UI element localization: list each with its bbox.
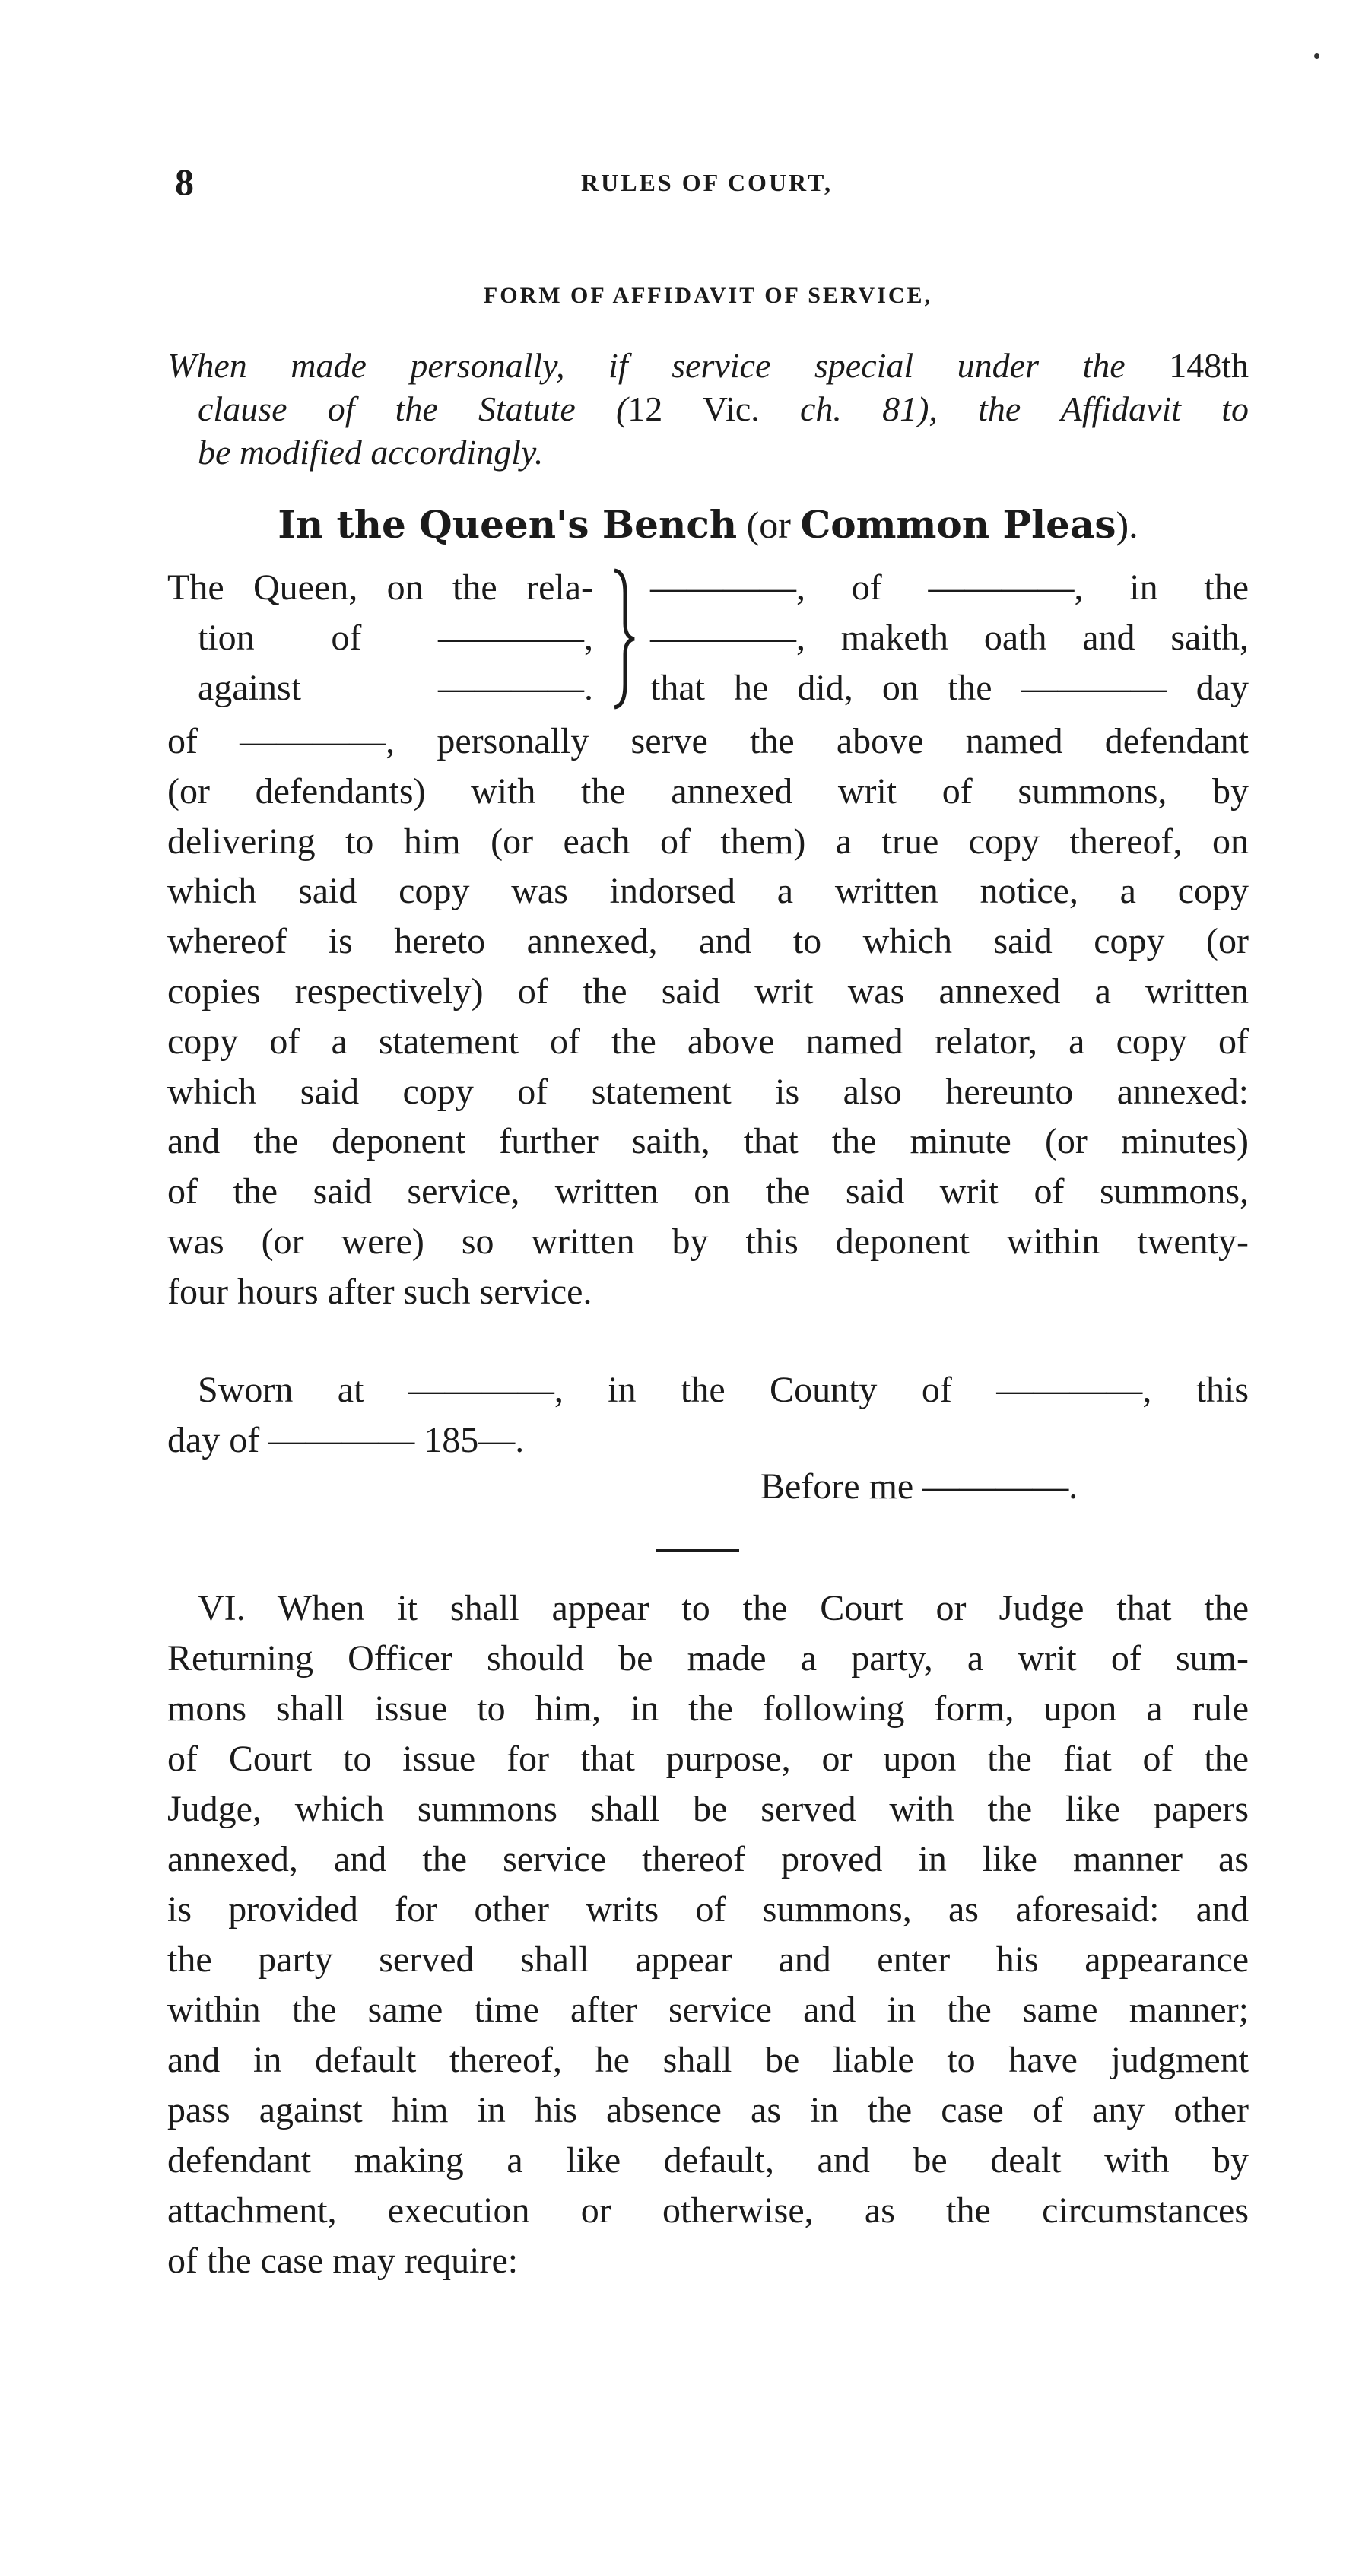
caption-party-line: The Queen, on the rela- — [167, 567, 593, 608]
caption-party-line: against ————. — [198, 668, 593, 708]
caption-parties — [167, 563, 593, 713]
caption-party-line: tion of ————, — [198, 618, 593, 658]
rule-line: mons shall issue to him, in the following form, upon a rule — [167, 1688, 1249, 1729]
caption-deponent-line: that he did, on the ———— day — [650, 668, 1249, 708]
page-speck — [1314, 53, 1319, 59]
rule-line: Returning Officer should be made a party, a writ of sum- — [167, 1638, 1249, 1679]
rule-line: of Court to issue for that purpose, or upon the fiat of the — [167, 1739, 1249, 1779]
form-note-line-2: clause of the Statute (12 Vic. ch. 81), the Affidavit to — [198, 389, 1249, 428]
body-line: which said copy of statement is also hereunto annexed: — [167, 1071, 1249, 1112]
rule-vi-paragraph — [167, 1583, 1249, 2286]
jurat-line: Sworn at ————, in the County of ————, this — [198, 1370, 1249, 1410]
curly-brace-icon — [608, 563, 639, 715]
rule-line: the party served shall appear and enter his appearance — [167, 1939, 1249, 1980]
running-title: RULES OF COURT, — [580, 169, 833, 196]
rule-line: pass against him in his absence as in the case of any other — [167, 2090, 1249, 2130]
body-line: copies respectively) of the said writ was annexed a written — [167, 970, 1249, 1012]
rule-line: defendant making a like default, and be dealt with by — [167, 2140, 1249, 2181]
rule-line: attachment, execution or otherwise, as the circumstances — [167, 2190, 1249, 2231]
rule-line: VI. When it shall appear to the Court or Judge that the — [198, 1588, 1249, 1628]
body-line: (or defendants) with the annexed writ of summons, by — [167, 770, 1249, 812]
rule-line: of the case may require: — [167, 2241, 519, 2281]
court-title-blackletter-2: Common Pleas — [800, 502, 1116, 547]
body-line: of the said service, written on the said writ of summons, — [167, 1171, 1249, 1212]
court-title: In the Queen's Bench (or Common Pleas). — [278, 502, 1138, 547]
jurat — [167, 1365, 1249, 1466]
form-note-line-3: be modified accordingly. — [198, 433, 544, 472]
court-title-blackletter: In the Queen's Bench — [278, 502, 738, 547]
form-note — [167, 344, 1249, 474]
body-line: of ————, personally serve the above named defendant — [167, 721, 1249, 761]
body-line: which said copy was indorsed a written notice, a copy — [167, 871, 1249, 912]
rule-line: is provided for other writs of summons, as aforesaid: and — [167, 1889, 1249, 1930]
jurat-line: day of ———— 185—. — [167, 1420, 525, 1460]
rule-line: and in default thereof, he shall be liable to have judgment — [167, 2040, 1249, 2080]
body-line: four hours after such service. — [167, 1271, 592, 1312]
running-head — [169, 160, 1245, 213]
case-caption — [167, 563, 1249, 723]
form-note-line-1: When made personally, if service special under the 148th — [167, 346, 1249, 385]
caption-deponent-line: ————, maketh oath and saith, — [650, 618, 1249, 658]
before-me-signature-line: Before me ————. — [760, 1466, 1078, 1507]
rule-line: annexed, and the service thereof proved in like manner as — [167, 1839, 1249, 1879]
body-line: whereof is hereto annexed, and to which said copy (or — [167, 921, 1249, 962]
caption-deponent-line: ————, of ————, in the — [650, 567, 1249, 608]
body-line: and the deponent further saith, that the minute (or minutes) — [167, 1121, 1249, 1162]
page-number: 8 — [175, 160, 194, 203]
rule-line: within the same time after service and in the same manner; — [167, 1990, 1249, 2030]
section-heading: FORM OF AFFIDAVIT OF SERVICE, — [483, 283, 933, 308]
rule-line: Judge, which summons shall be served with the like papers — [167, 1789, 1249, 1829]
body-line: was (or were) so written by this deponent within twenty- — [167, 1221, 1249, 1262]
caption-deponent — [650, 563, 1249, 713]
body-line: copy of a statement of the above named relator, a copy of — [167, 1021, 1249, 1062]
affidavit-body — [167, 716, 1249, 1317]
body-line: delivering to him (or each of them) a true copy thereof, on — [167, 821, 1249, 862]
section-divider — [656, 1549, 739, 1552]
